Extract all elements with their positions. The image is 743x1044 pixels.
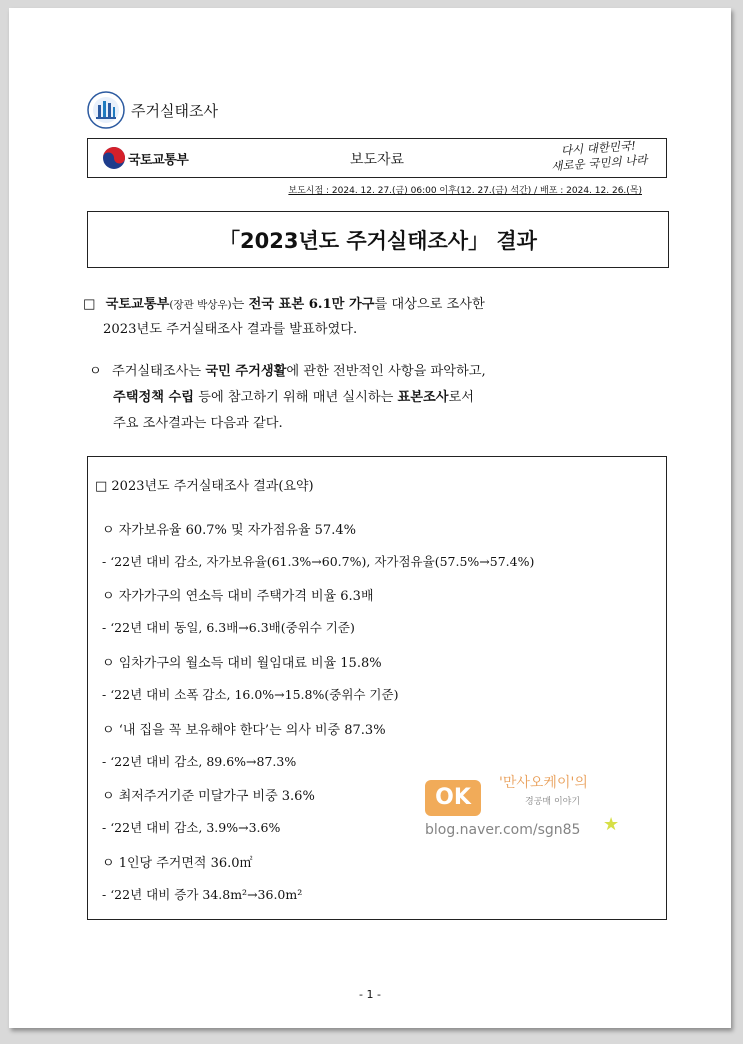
summary-detail-5: - ‘22년 대비 감소, 3.9%→3.6% (102, 820, 281, 835)
watermark-url: blog.naver.com/sgn85 (425, 822, 581, 838)
star-icon: ★ (603, 814, 620, 835)
desc-text-c: 등에 참고하기 위해 매년 실시하는 (194, 390, 398, 405)
document-title: 「2023년도 주거실태조사」 결과 (87, 211, 669, 268)
summary-item-4: ㅇ ‘내 집을 꼭 보유해야 한다’는 의사 비중 87.3% (102, 723, 386, 738)
ok-badge: OK (425, 780, 481, 816)
summary-item-6: ㅇ 1인당 주거면적 36.0㎡ (102, 856, 253, 871)
desc-housing-life: 국민 주거생활 (205, 364, 287, 379)
summary-detail-2: - ‘22년 대비 동일, 6.3배→6.3배(중위수 기준) (102, 620, 355, 635)
summary-detail-3: - ‘22년 대비 소폭 감소, 16.0%→15.8%(중위수 기준) (102, 687, 399, 702)
survey-logo-icon (87, 91, 125, 129)
intro-sample: 전국 표본 6.1만 가구 (248, 297, 375, 312)
summary-item-3: ㅇ 임차가구의 월소득 대비 월임대료 비율 15.8% (102, 656, 382, 671)
intro-ministry: 국토교통부 (105, 297, 170, 312)
summary-item-1: ㅇ 자가보유율 60.7% 및 자가점유율 57.4% (102, 523, 356, 538)
slogan-line-1: 다시 대한민국! (560, 138, 637, 158)
document-page (9, 8, 731, 1028)
desc-text-a: 주거실태조사는 (111, 364, 206, 379)
desc-policy: 주택정책 수립 (113, 390, 195, 405)
page-number: - 1 - (359, 988, 381, 1001)
intro-line-1 (83, 293, 485, 312)
desc-text-b: 에 관한 전반적인 사항을 파악하고, (286, 364, 486, 379)
watermark-blog-name: '만사오케이'의 (499, 775, 588, 791)
desc-line-3: 주요 조사결과는 다음과 같다. (113, 416, 283, 431)
survey-name: 주거실태조사 (131, 101, 218, 120)
desc-line-1 (89, 360, 486, 379)
summary-item-2: ㅇ 자가가구의 연소득 대비 주택가격 비율 6.3배 (102, 589, 374, 604)
intro-marker: □ (83, 297, 96, 312)
intro-text-a: 는 (231, 297, 249, 312)
survey-header (87, 90, 218, 130)
press-release-label: 보도자료 (349, 152, 405, 168)
slogan-line-2: 새로운 국민의 나라 (550, 152, 648, 174)
ministry-header-box (87, 138, 667, 178)
blog-watermark (425, 770, 635, 850)
summary-title: □ 2023년도 주거실태조사 결과(요약) (95, 479, 314, 494)
summary-item-5: ㅇ 최저주거기준 미달가구 비중 3.6% (102, 789, 315, 804)
slogan (539, 137, 659, 179)
desc-line-2 (113, 386, 474, 405)
summary-detail-6: - ‘22년 대비 증가 34.8m²→36.0m² (102, 887, 303, 902)
desc-text-d: 로서 (448, 390, 474, 405)
desc-marker: ㅇ (89, 364, 102, 379)
summary-detail-1: - ‘22년 대비 감소, 자가보유율(61.3%→60.7%), 자가점유율(57.5%→57.4%) (102, 554, 535, 569)
intro-text-b: 를 대상으로 조사한 (374, 297, 485, 312)
intro-minister: (장관 박상우) (169, 299, 232, 311)
watermark-subtitle: 경공매 이야기 (525, 797, 581, 807)
ministry-name: 국토교통부 (128, 153, 189, 168)
intro-line-2: 2023년도 주거실태조사 결과를 발표하였다. (103, 322, 358, 337)
summary-detail-4: - ‘22년 대비 감소, 89.6%→87.3% (102, 754, 297, 769)
desc-sample-survey: 표본조사 (397, 390, 449, 405)
summary-box (87, 456, 667, 920)
release-info: 보도시점 : 2024. 12. 27.(금) 06:00 이후(12. 27.(금) 석간) / 배포 : 2024. 12. 26.(목) (288, 186, 642, 196)
